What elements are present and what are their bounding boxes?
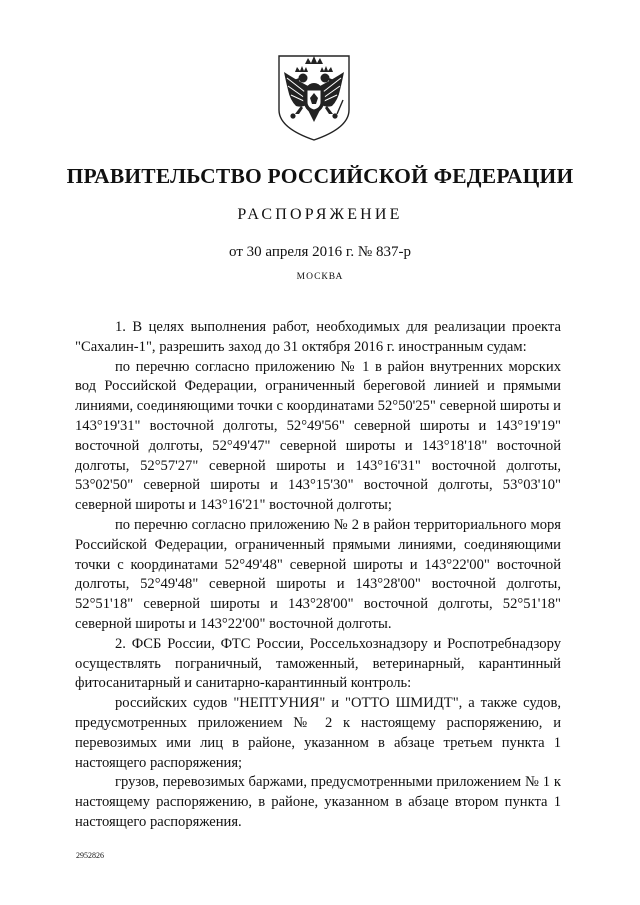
document-date-number: от 30 апреля 2016 г. № 837-р xyxy=(229,244,411,260)
paragraph: по перечню согласно приложению № 1 в район внутренних морских вод Российской Федерации, ограниченный береговой линией и прямыми линиями, соединяющими точки с координатами 52°50'25" северной широты и 143°19'31" восточной долготы, 52°49'56" северной широты и 143°19'19" восточной долготы, 52°49'47" северной широты и 143°18'18" восточной долготы, 52°57'27" северной широты и 143°16'31" восточной долготы, 53°02'50" северной широты и 143°15'30" восточной долготы, 53°03'10" северной широты и 143°16'21" восточной долготы; xyxy=(75,358,561,514)
document-body xyxy=(75,318,561,833)
page-title: ПРАВИТЕЛЬСТВО РОССИЙСКОЙ ФЕДЕРАЦИИ xyxy=(66,164,574,188)
document-city: МОСКВА xyxy=(296,272,344,282)
document-type: РАСПОРЯЖЕНИЕ xyxy=(237,206,403,223)
paragraph: 2. ФСБ России, ФТС России, Россельхознадзору и Роспотребнадзору осуществлять пограничный, таможенный, ветеринарный, карантинный фитосанитарный и санитарно-карантинный контроль: xyxy=(75,635,561,692)
russian-coat-of-arms-icon xyxy=(271,48,357,144)
paragraph: 1. В целях выполнения работ, необходимых для реализации проекта "Сахалин-1", разрешить заход до 31 октября 2016 г. иностранным судам: xyxy=(75,319,561,355)
paragraph: по перечню согласно приложению № 2 в район территориального моря Российской Федерации, ограниченный прямыми линиями, соединяющими точки с координатами 52°49'48" северной широты и 143°22'00" восточной долготы, 52°49'48" северной широты и 143°28'00" восточной долготы, 52°51'18" северной широты и 143°28'00" восточной долготы, 52°51'18" северной широты и 143°22'00" восточной долготы. xyxy=(75,516,561,632)
paragraph: грузов, перевозимых баржами, предусмотренными приложением № 1 к настоящему распоряжению, в районе, указанном в абзаце втором пункта 1 настоящего распоряжения. xyxy=(75,774,561,830)
paragraph: российских судов "НЕПТУНИЯ" и "ОТТО ШМИДТ", а также судов, предусмотренных приложением № 2 к настоящему распоряжению, и перевозимых ими лиц в районе, указанном в абзаце третьем пункта 1 настоящего распоряжения; xyxy=(75,695,561,771)
document-code: 2952826 xyxy=(76,851,104,860)
